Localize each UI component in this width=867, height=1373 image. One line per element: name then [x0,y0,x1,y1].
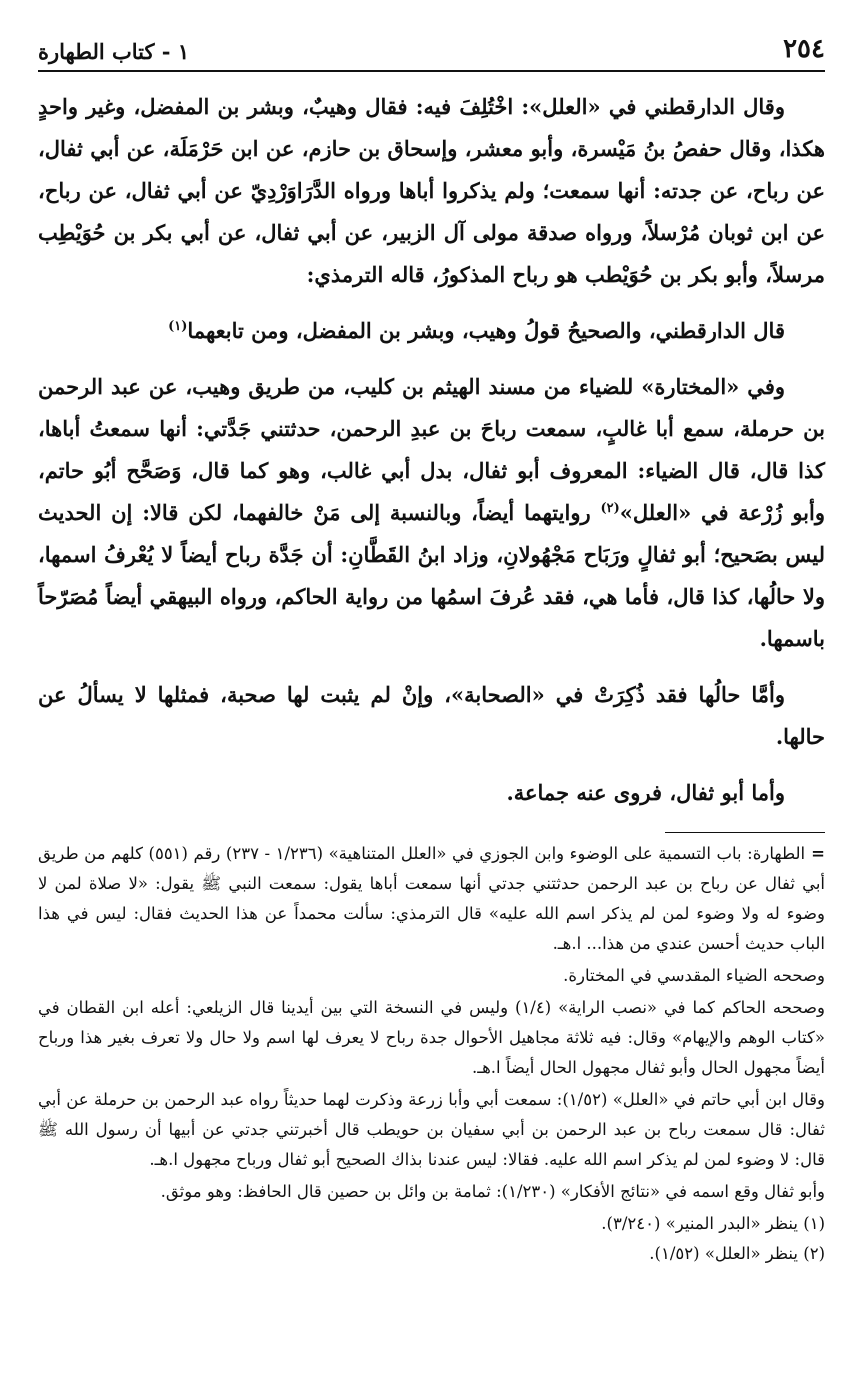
footnote-2: (٢) ينظر «العلل» (١/٥٢). [649,1244,825,1263]
paragraph: وأما أبو ثفال، فروى عنه جماعة. [506,780,785,805]
paragraph-text: وفي «المختارة» للضياء من مسند الهيثم بن كليب، من طريق وهيب، عن عبد الرحمن بن حرملة، سمع أبا غالبٍ، سمعت رباحَ بن عبدِ الرحمن، حدثتني جَدَّتي: أنها سمعتُ أباها، كذا قال، قال الضياء: المعروف أبو ثفال، بدل أبي غالب، وهو كما قال، وَصَحَّح أبُو حاتم، وأبو زُرْعة في «العلل» [38,374,825,525]
paragraph [38,310,825,352]
footnote-ref-1[interactable]: (١) [168,319,188,334]
footnotes [38,839,825,1269]
paragraph: وأمَّا حالُها فقد ذُكِرَتْ في «الصحابة»، وإنْ لم يثبت لها صحبة، فمثلها لا يسألُ عن حالها. [38,682,825,749]
main-text [38,86,825,814]
page-number: ٢٥٤ [783,34,825,64]
paragraph [38,366,825,660]
footnote-divider [665,832,825,833]
paragraph-text: قال الدارقطني، والصحيحُ قولُ وهيب، وبشر بن المفضل، ومن تابعهما [187,318,785,343]
page-header [38,30,825,72]
footnote-paragraph: وصححه الضياء المقدسي في المختارة. [563,966,825,985]
footnote-notes [38,1209,825,1269]
section-title: ١ - كتاب الطهارة [38,39,190,64]
footnote-1: (١) ينظر «البدر المنير» (٣/٢٤٠). [601,1214,825,1233]
footnote-paragraph: وصححه الحاكم كما في «نصب الراية» (١/٤) وليس في النسخة التي بين أيدينا قال الزيلعي: أعله ابن القطان في «كتاب الوهم والإيهام» وقال: فيه ثلاثة مجاهيل الأحوال جدة رباح لا يعرف لها اسم ولا حال ولا تعرف بغير هذا ورباح أيضاً مجهول الحال وأبو ثفال مجهول الحال أيضاً ا.هـ. [38,998,825,1077]
paragraph: وقال الدارقطني في «العلل»: اخْتُلِفَ فيه: فقال وهيبٌ، وبشر بن المفضل، وغير واحدٍ هكذا، وقال حفصُ بنُ مَيْسرة، وأبو معشر، وإسحاق بن حازم، عن ابن حَرْمَلَة، عن أبي ثفال، عن رباح، عن جدته: أنها سمعت؛ ولم يذكروا أباها ورواه الدَّرَاوَرْدِيّ عن أبي ثفال، عن رباح، عن ابن ثوبان مُرْسلاً، ورواه صدقة مولى آل الزبير، عن أبي ثفال، عن أبي بكر بن حُوَيْطِب مرسلاً، وأبو بكر بن حُوَيْطب هو رباح المذكورُ، قاله الترمذي: [38,94,825,287]
footnote-paragraph: وقال ابن أبي حاتم في «العلل» (١/٥٢): سمعت أبي وأبا زرعة وذكرت لهما حديثاً رواه عبد الرحمن بن حرملة عن أبي ثفال: قال سمعت رباح بن عبد الرحمن بن أبي سفيان بن حويطب قال أخبرتني جدتي عن أبيها أن رسول الله ﷺ قال: لا وضوء لمن لم يذكر اسم الله عليه. فقالا: ليس عندنا بذاك الصحيح أبو ثفال ورباح مجهول ا.هـ. [38,1090,826,1169]
footnote-ref-2[interactable]: (٢) [600,501,620,516]
footnote-continuation: = الطهارة: باب التسمية على الوضوء وابن الجوزي في «العلل المتناهية» (١/٢٣٦ - ٢٣٧) رقم (٥٥١) كلهم من طريق أبي ثفال عن رباح بن عبد الرحمن حدثتني جدتي أنها سمعت أباها يقول: سمعت النبي ﷺ يقول: «لا صلاة لمن لا وضوء له ولا وضوء لمن لم يذكر اسم الله عليه» قال الترمذي: سألت محمداً عن هذا الحديث فقال: ليس في هذا الباب حديث أحسن عندي من هذا... ا.هـ. [38,839,825,959]
paragraph-text: روايتهما أيضاً، وبالنسبة إلى مَنْ خالفهما، لكن قالا: إن الحديث ليس بصَحيح؛ أبو ثفالٍ ورَبَاح مَجْهُولانِ، وزاد ابنُ القَطَّانِ: أن جَدَّة رباح أيضاً لا يُعْرفُ اسمها، ولا حالُها، كذا قال، فأما هي، فقد عُرفَ اسمُها من رواية الحاكم، ورواه البيهقي أيضاً مُصَرّحاً باسمها. [38,500,825,651]
footnote-paragraph: وأبو ثفال وقع اسمه في «نتائج الأفكار» (١/٢٣٠): ثمامة بن وائل بن حصين قال الحافظ: وهو موثق. [160,1182,825,1201]
